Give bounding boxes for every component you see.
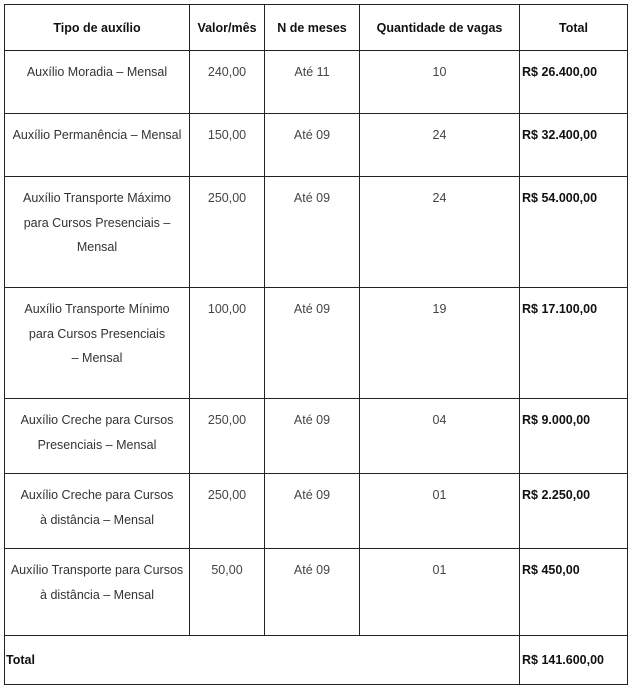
row-valor: 250,00 bbox=[190, 177, 265, 288]
row-meses: Até 09 bbox=[265, 288, 360, 399]
row-total: R$ 17.100,00 bbox=[520, 288, 628, 399]
row-vagas: 19 bbox=[360, 288, 520, 399]
table-row bbox=[5, 288, 628, 399]
table-row bbox=[5, 399, 628, 474]
table-row bbox=[5, 549, 628, 636]
header-tipo: Tipo de auxílio bbox=[5, 5, 190, 51]
total-label: Total bbox=[5, 636, 520, 685]
auxilio-table bbox=[4, 4, 628, 685]
row-valor: 240,00 bbox=[190, 51, 265, 114]
row-meses: Até 11 bbox=[265, 51, 360, 114]
row-tipo: Auxílio Transporte Máximo para Cursos Presenciais – Mensal bbox=[5, 177, 190, 288]
row-valor: 100,00 bbox=[190, 288, 265, 399]
row-tipo: Auxílio Creche para Cursos Presenciais – Mensal bbox=[5, 399, 190, 474]
row-vagas: 01 bbox=[360, 474, 520, 549]
row-total: R$ 32.400,00 bbox=[520, 114, 628, 177]
row-tipo: Auxílio Moradia – Mensal bbox=[5, 51, 190, 114]
row-tipo: Auxílio Creche para Cursos à distância – Mensal bbox=[5, 474, 190, 549]
total-row bbox=[5, 636, 628, 685]
header-valor: Valor/mês bbox=[190, 5, 265, 51]
row-meses: Até 09 bbox=[265, 474, 360, 549]
row-meses: Até 09 bbox=[265, 399, 360, 474]
row-valor: 250,00 bbox=[190, 474, 265, 549]
header-vagas: Quantidade de vagas bbox=[360, 5, 520, 51]
header-meses: N de meses bbox=[265, 5, 360, 51]
row-valor: 50,00 bbox=[190, 549, 265, 636]
table-row bbox=[5, 177, 628, 288]
row-total: R$ 54.000,00 bbox=[520, 177, 628, 288]
row-vagas: 01 bbox=[360, 549, 520, 636]
row-total: R$ 9.000,00 bbox=[520, 399, 628, 474]
header-total: Total bbox=[520, 5, 628, 51]
row-vagas: 10 bbox=[360, 51, 520, 114]
row-total: R$ 450,00 bbox=[520, 549, 628, 636]
row-vagas: 24 bbox=[360, 177, 520, 288]
grand-total: R$ 141.600,00 bbox=[520, 636, 628, 685]
row-meses: Até 09 bbox=[265, 549, 360, 636]
row-valor: 150,00 bbox=[190, 114, 265, 177]
table-row bbox=[5, 51, 628, 114]
row-meses: Até 09 bbox=[265, 114, 360, 177]
row-meses: Até 09 bbox=[265, 177, 360, 288]
table-row bbox=[5, 474, 628, 549]
table-row bbox=[5, 114, 628, 177]
row-vagas: 04 bbox=[360, 399, 520, 474]
row-tipo: Auxílio Permanência – Mensal bbox=[5, 114, 190, 177]
row-vagas: 24 bbox=[360, 114, 520, 177]
header-row bbox=[5, 5, 628, 51]
row-total: R$ 26.400,00 bbox=[520, 51, 628, 114]
row-tipo: Auxílio Transporte para Cursos à distância – Mensal bbox=[5, 549, 190, 636]
row-valor: 250,00 bbox=[190, 399, 265, 474]
row-tipo: Auxílio Transporte Mínimo para Cursos Presenciais – Mensal bbox=[5, 288, 190, 399]
row-total: R$ 2.250,00 bbox=[520, 474, 628, 549]
